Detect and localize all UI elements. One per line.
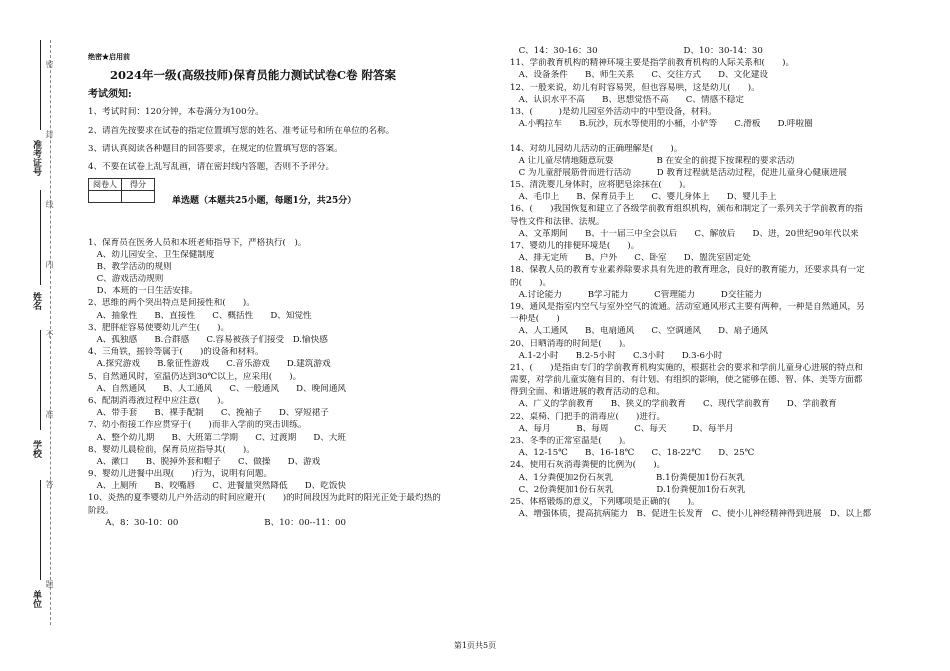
question-line: 6、配制消毒液过程中应注意( )。 bbox=[88, 395, 230, 406]
exam-number-blank bbox=[40, 40, 41, 130]
name-label: 姓名 bbox=[31, 292, 41, 310]
question-line: C、14：30-16：30 D、10：30-14：30 bbox=[510, 46, 763, 56]
notice-item: 4、不要在试卷上乱写乱画，请在密封线内答题，否则不予评分。 bbox=[88, 161, 335, 172]
page-footer: 第1页共5页 bbox=[453, 641, 497, 650]
question-line: A.讨论能力 B学习能力 C管理能力 D交往能力 bbox=[510, 289, 763, 300]
question-line: 5、自然通风时，室温仍达到30℃以上，应采用( )。 bbox=[88, 371, 302, 382]
question-line: 1、保育员在医务人员和本班老师指导下，严格执行( )。 bbox=[88, 237, 307, 248]
question-line: 21、( )是指由专门的学前教育机构实施的，根据社会的要求和学前儿童身心进展的特点和 bbox=[510, 362, 863, 373]
question-line: C、2份粪便加1份石灰乳 D.1份粪便加1份石灰乳 bbox=[510, 484, 746, 495]
seal-mark: 题 bbox=[45, 580, 54, 588]
question-line: 16、( )我国恢复和建立了各级学前教育组织机构，颁布和制定了一系列关于学前教育的指 bbox=[510, 204, 863, 215]
secret-tag: 绝密★启用前 bbox=[88, 52, 130, 61]
question-line: 导性文件和法律、法规。 bbox=[510, 216, 605, 227]
question-line: C 为儿童舒展筋骨而进行活动 D 教育过程就是活动过程，促进儿童身心健康进展 bbox=[510, 167, 847, 178]
question-line: A、整个幼儿期 B、大班第二学期 C、过渡期 D、大班 bbox=[88, 432, 347, 443]
question-line: A、漱口 B、脱掉外套和帽子 C、做操 D、游戏 bbox=[88, 456, 321, 467]
exam-number-label: 准考证号 bbox=[31, 140, 41, 176]
section-heading: 单选题（本题共25小题，每题1分，共25分） bbox=[172, 196, 357, 207]
seal-mark: 答 bbox=[45, 480, 54, 488]
seal-mark: 内 bbox=[45, 260, 54, 268]
score-cell: 得分 bbox=[122, 179, 155, 191]
question-line: A、广义的学前教育 B、狭义的学前教育 C、现代学前教育 D、学前教育 bbox=[510, 399, 837, 410]
question-line: 25、体格锻炼的意义，下列哪项是正确的( )。 bbox=[510, 496, 700, 507]
question-line: A、增强体质，提高抗病能力 B、促进生长发育 C、使小儿神经精神得到进展 D、以上都 bbox=[510, 509, 872, 520]
question-line: A、带手套 B、裸手配制 C、挽袖子 D、穿短裙子 bbox=[88, 408, 329, 419]
question-line: 19、通风是指室内空气与室外空气的流通。活动室通风形式主要有两种，一种是自然通风，另 bbox=[510, 301, 865, 312]
question-line: A.探究游戏 B.象征性游戏 C.音乐游戏 D.建筑游戏 bbox=[88, 359, 331, 370]
question-line: A、人工通风 B、电扇通风 C、空调通风 D、扇子通风 bbox=[510, 326, 769, 337]
question-line: A、设备条件 B、师生关系 C、交往方式 D、文化建设 bbox=[510, 70, 769, 81]
question-line: 18、保教人员的教育专业素养除要求具有先进的教育理念，良好的教育能力，还要求具有一定 bbox=[510, 265, 865, 276]
grader-cell: 阅卷人 bbox=[89, 179, 122, 191]
school-blank bbox=[40, 330, 41, 430]
question-line: 10、炎热的夏季婴幼儿户外活动的时间应避开( )的时间段因为此时的阳光正处于最灼热的 bbox=[88, 493, 441, 504]
question-line: D、本班的一日生活安排。 bbox=[88, 286, 199, 297]
seal-mark: 密 bbox=[45, 60, 54, 68]
grader-blank[interactable] bbox=[89, 191, 122, 203]
school-label: 学校 bbox=[31, 440, 41, 458]
question-line: A、上厕所 B、咬嘴唇 C、进餐量突然降低 D、吃饭快 bbox=[88, 481, 347, 492]
unit-label: 单位 bbox=[31, 590, 41, 608]
question-line: A、自然通风 B、人工通风 C、一般通风 D、晚间通风 bbox=[88, 383, 347, 394]
question-line: 阶段。 bbox=[88, 505, 114, 516]
question-line: A、孤独感 B.合群感 C.容易被孩子们接受 D.愉快感 bbox=[88, 335, 328, 345]
notice-heading: 考试须知: bbox=[88, 88, 132, 100]
question-line: A、抽象性 B、直接性 C、概括性 D、知觉性 bbox=[88, 310, 312, 321]
notice-item: 2、请首先按要求在试卷的指定位置填写您的姓名、准考证号和所在单位的名称。 bbox=[88, 125, 395, 136]
seal-mark: 准 bbox=[45, 410, 54, 418]
question-line: B、教学活动的规则 bbox=[88, 261, 172, 272]
question-line: 12、一般来说，幼儿有时容易哭，但也容易哄，这是幼儿( )。 bbox=[510, 82, 760, 93]
name-blank bbox=[40, 190, 41, 285]
question-line: 14、对幼儿园幼儿活动的正确理解是( )。 bbox=[510, 143, 683, 154]
question-line: A、幼儿园安全、卫生保健制度 bbox=[88, 249, 215, 260]
question-line: 23、冬季的正常室温是( )。 bbox=[510, 436, 631, 446]
question-line bbox=[510, 131, 920, 143]
question-line: 11、学前教育机构的精神环境主要是指学前教育机构的人际关系和( )。 bbox=[510, 58, 795, 69]
questions-left bbox=[88, 238, 488, 531]
question-line: 2、思维的两个突出特点是间接性和( )。 bbox=[88, 298, 255, 309]
question-line: 22、桌椅、门把手的消毒应( )进行。 bbox=[510, 411, 666, 422]
question-line: 9、婴幼儿进餐中出现( )行为，说明有问题。 bbox=[88, 469, 273, 480]
question-line: A、毛巾上 B、保育员手上 C、婴儿身体上 D、婴儿手上 bbox=[510, 192, 777, 203]
page-title: 2024年一级(高级技师)保育员能力测试试卷C卷 附答案 bbox=[110, 67, 397, 82]
score-table bbox=[88, 178, 155, 203]
unit-blank bbox=[40, 480, 41, 580]
question-line: 13、( )是幼儿园室外活动中的中型设备，材料。 bbox=[510, 106, 717, 117]
question-line: 3、肥胖症容易使婴幼儿产生( )。 bbox=[88, 322, 230, 333]
question-line: 的( )。 bbox=[510, 277, 552, 288]
right-column bbox=[510, 46, 920, 521]
question-line: A、认识水平不高 B、思想觉悟不高 C、情感不稳定 bbox=[510, 94, 744, 105]
question-line: 24、使用石灰消毒粪便的比例为( )。 bbox=[510, 460, 666, 471]
question-line: C、游戏活动规则 bbox=[88, 274, 164, 285]
seal-mark: 线 bbox=[45, 200, 54, 208]
question-line: 20、日晒消毒的时间是( )。 bbox=[510, 338, 631, 349]
question-line: 17、婴幼儿的排便环境是( )。 bbox=[510, 241, 640, 251]
question-line: A、每月 B、每周 C、每天 D、每半月 bbox=[510, 423, 734, 434]
notice-item: 1、考试时间：120分钟，本卷满分为100分。 bbox=[88, 107, 264, 118]
question-line: A.小鸭拉车 B.玩沙，玩水等使用的小桶，小铲等 C.滑板 D.呼啦圈 bbox=[510, 119, 813, 130]
notice-item: 3、请认真阅读各种题目的回答要求，在规定的位置填写您的答案。 bbox=[88, 143, 343, 154]
question-line: 8、婴幼儿晨检前，保育员应指导其( )。 bbox=[88, 444, 255, 455]
question-line: A 让儿童尽情地随意玩耍 B 在安全的前提下按课程的要求活动 bbox=[510, 155, 795, 166]
question-line: 15、清洗婴儿身体时，应将肥皂涂抹在( )。 bbox=[510, 180, 691, 191]
question-line: 7、幼小衔接工作应贯穿于( )而非入学前的突击训练。 bbox=[88, 420, 307, 431]
question-line: A.1-2小时 B.2-5小时 C.3小时 D.3-6小时 bbox=[510, 350, 723, 361]
seal-mark: 封 bbox=[45, 130, 54, 138]
questions-right bbox=[510, 46, 920, 521]
question-line: A、1分粪便加2份石灰乳 B.1份粪便加1份石灰乳 bbox=[510, 472, 745, 483]
question-line: 4、三角铁，摇铃等属于( )的设备和材料。 bbox=[88, 347, 264, 358]
question-line: A、文革期间 B、十一届三中全会以后 C、解放后 D、进，20世纪90年代以来 bbox=[510, 228, 859, 239]
score-blank[interactable] bbox=[122, 191, 155, 203]
question-line: A、排无定所 B、户外 C、卧室 D、盥洗室固定处 bbox=[510, 253, 751, 264]
binding-margin bbox=[0, 0, 66, 671]
seal-mark: 不 bbox=[45, 330, 54, 338]
question-line: A、8：30-10：00 B、10：00--11：00 bbox=[88, 517, 346, 528]
question-line: A、12-15℃ B、16-18℃ C、18-22℃ D、25℃ bbox=[510, 448, 755, 459]
left-column bbox=[88, 46, 488, 530]
question-line: 得到全面、和谐进展的教育活动的总和。 bbox=[510, 387, 665, 398]
question-line: 需要，对学前儿童实施有目的、有计划、有组织的影响，使之能够在德、智、体、美等方面都 bbox=[510, 375, 863, 386]
question-line: 一种是( ) bbox=[510, 314, 560, 325]
